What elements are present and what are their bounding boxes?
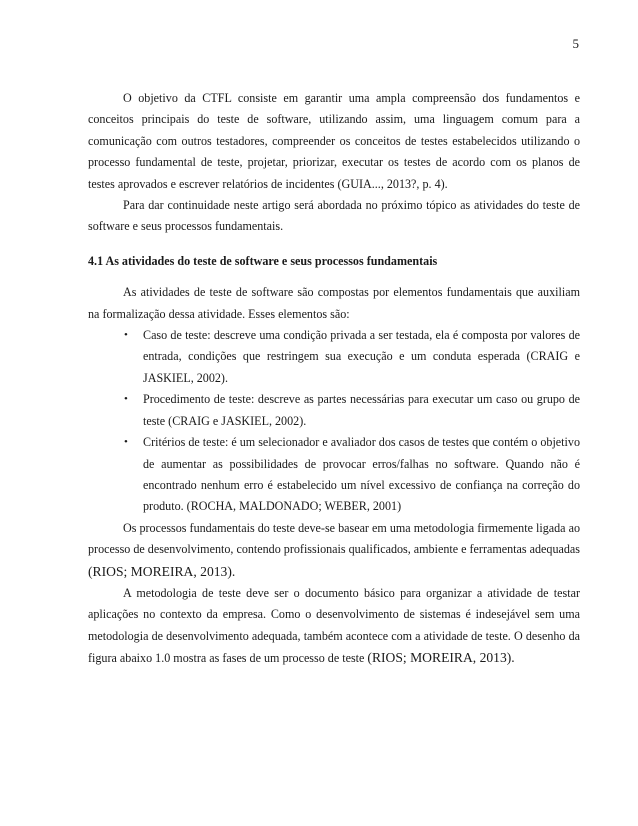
paragraph-text: Os processos fundamentais do teste deve-se basear em uma metodologia firmemente ligada ao processo de desenvolvimento, contendo profissionais qualificados, ambiente e ferramentas adequadas (88, 520, 580, 557)
page-number: 5 (572, 36, 579, 51)
paragraph-activities-intro: As atividades de teste de software são compostas por elementos fundamentais que auxiliam na formalização dessa atividade. Esses elementos são: (88, 285, 580, 321)
bullet-icon: • (124, 329, 128, 342)
list-item-test-case (88, 325, 580, 389)
elements-list (88, 325, 580, 518)
list-item-text: Caso de teste: descreve uma condição privada a ser testada, ela é composta por valores de entrada, condições que restringem sua execução e um conduta esperada (CRAIG e JASKIEL, 2002). (143, 328, 580, 385)
section-heading: 4.1 As atividades do teste de software e seus processos fundamentais (88, 253, 438, 268)
paragraph-text: A metodologia de teste deve ser o documento básico para organizar a atividade de testar aplicações no contexto da empresa. Como o desenvolvimento de sistemas é indesejável sem uma metodologia de desenvolvimento adequada, também acontece com a atividade de teste. O desenho da figura abaixo 1.0 mostra as fases de um processo de teste (88, 585, 580, 666)
list-item-text: Critérios de teste: é um selecionador e avaliador dos casos de testes que contém o objetivo de aumentar as possibilidades de provocar erros/falhas no software. Quando não é encontrado nenhum erro é estabelecido um nível excessivo de confiança na correção do produto. (ROCHA, MALDONADO; WEBER, 2001) (143, 435, 580, 514)
paragraph-continuity: Para dar continuidade neste artigo será abordada no próximo tópico as atividades do teste de software e seus processos fundamentais. (88, 198, 580, 234)
paragraph-fundamental-processes (88, 518, 580, 583)
citation: (RIOS; MOREIRA, 2013). (367, 650, 515, 666)
citation: (RIOS; MOREIRA, 2013). (88, 563, 236, 579)
document-body (88, 88, 580, 670)
list-item-text: Procedimento de teste: descreve as partes necessárias para executar um caso ou grupo de teste (CRAIG e JASKIEL, 2002). (143, 392, 580, 428)
bullet-icon: • (124, 436, 128, 449)
paragraph-test-methodology (88, 583, 580, 670)
list-item-test-criteria (88, 432, 580, 518)
paragraph-ctfl-objective: O objetivo da CTFL consiste em garantir uma ampla compreensão dos fundamentos e conceitos principais do teste de software, utilizando assim, uma linguagem comum para a comunicação com outros testadores, compreender os conceitos de testes estabelecidos utilizando o processo fundamental de teste, projetar, priorizar, executar os testes de acordo com os planos de testes aprovados e escrever relatórios de incidentes (GUIA..., 2013?, p. 4). (88, 91, 580, 191)
list-item-test-procedure (88, 389, 580, 432)
bullet-icon: • (124, 393, 128, 406)
